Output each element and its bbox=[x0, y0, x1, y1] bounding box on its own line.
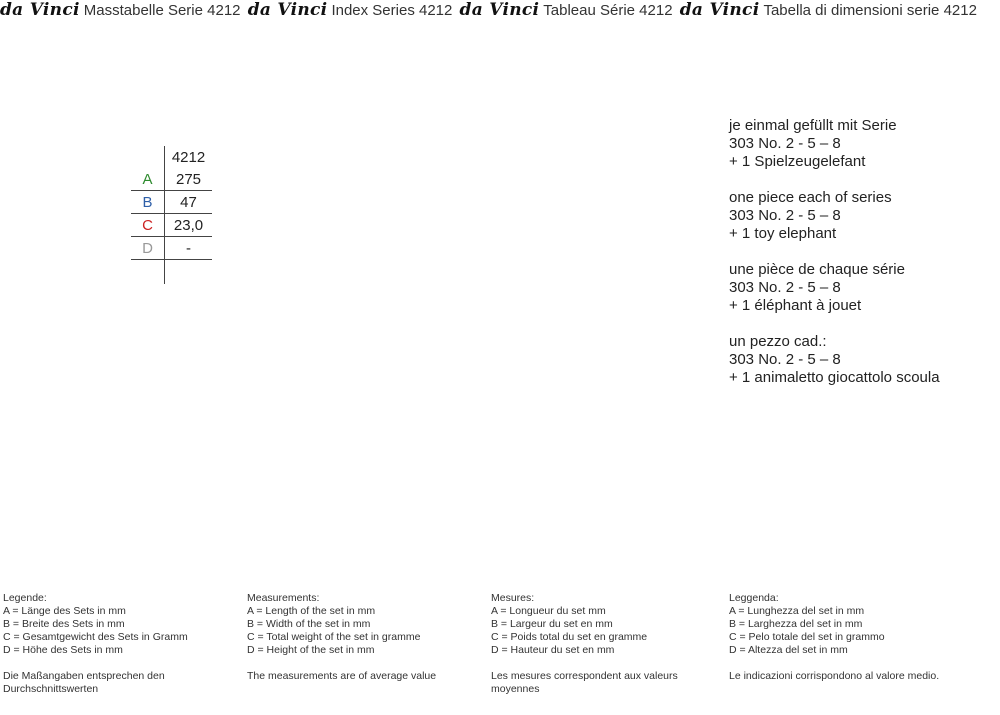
row-value-a: 275 bbox=[165, 168, 213, 191]
legend-line: A = Lunghezza del set in mm bbox=[729, 605, 865, 617]
row-key-c: C bbox=[131, 214, 165, 237]
contents-line: 303 No. 2 - 5 – 8 bbox=[729, 279, 841, 296]
table-corner-cell bbox=[131, 146, 165, 168]
header-segment-fr bbox=[460, 2, 680, 19]
row-value-c: 23,0 bbox=[165, 214, 213, 237]
contents-line: 303 No. 2 - 5 – 8 bbox=[729, 351, 841, 368]
set-contents bbox=[729, 117, 940, 405]
contents-line: 303 No. 2 - 5 – 8 bbox=[729, 207, 841, 224]
legend-note bbox=[247, 670, 436, 683]
row-value-d: - bbox=[165, 237, 213, 260]
row-key-a: A bbox=[131, 168, 165, 191]
legend-en bbox=[247, 592, 436, 683]
legend-note-line: Durchschnittswerten bbox=[3, 683, 99, 695]
legend-note-line: Die Maßangaben entsprechen den bbox=[3, 670, 165, 682]
legend-note bbox=[491, 670, 678, 696]
legend-heading: Measurements: bbox=[247, 592, 320, 604]
brand-logo: da Vinci bbox=[247, 0, 328, 20]
table-row bbox=[131, 191, 212, 214]
contents-line: un pezzo cad.: bbox=[729, 333, 827, 350]
legend-line: C = Gesamtgewicht des Sets in Gramm bbox=[3, 631, 188, 643]
contents-line: one piece each of series bbox=[729, 189, 892, 206]
row-key-b: B bbox=[131, 191, 165, 214]
contents-line: 303 No. 2 - 5 – 8 bbox=[729, 135, 841, 152]
contents-block-de bbox=[729, 117, 940, 171]
table-column-header: 4212 bbox=[171, 148, 206, 166]
header-title-fr: Tableau Série 4212 bbox=[543, 2, 673, 19]
table-row bbox=[131, 214, 212, 237]
contents-line: + 1 animaletto giocattolo scoula bbox=[729, 369, 940, 386]
table-header-row bbox=[131, 146, 212, 168]
table-row-empty bbox=[131, 260, 212, 285]
legend-line: B = Breite des Sets in mm bbox=[3, 618, 125, 630]
row-key-d: D bbox=[131, 237, 165, 260]
contents-line: + 1 éléphant à jouet bbox=[729, 297, 862, 314]
header-segment-de bbox=[0, 2, 248, 19]
legend-heading: Mesures: bbox=[491, 592, 535, 604]
row-value-b: 47 bbox=[165, 191, 213, 214]
legend-line: C = Total weight of the set in gramme bbox=[247, 631, 421, 643]
header-segment-it bbox=[680, 2, 980, 19]
contents-line: je einmal gefüllt mit Serie bbox=[729, 117, 897, 134]
header-title-de: Masstabelle Serie 4212 bbox=[83, 2, 241, 19]
legend-line: B = Largeur du set en mm bbox=[491, 618, 613, 630]
legend-fr bbox=[491, 592, 678, 696]
header-segment-en bbox=[248, 2, 460, 19]
legend-it bbox=[729, 592, 939, 683]
empty-value-cell bbox=[165, 260, 213, 285]
header-title-en: Index Series 4212 bbox=[331, 2, 453, 19]
legend-heading: Legende: bbox=[3, 592, 47, 604]
header-title-it: Tabella di dimensioni serie 4212 bbox=[763, 2, 977, 19]
legend-note-line: The measurements are of average value bbox=[247, 670, 437, 682]
legend-note-line: moyennes bbox=[491, 683, 540, 695]
legend-line: B = Width of the set in mm bbox=[247, 618, 371, 630]
legend-heading: Leggenda: bbox=[729, 592, 779, 604]
contents-block-it bbox=[729, 333, 940, 387]
legend-line: C = Poids total du set en gramme bbox=[491, 631, 648, 643]
legend-line: A = Länge des Sets in mm bbox=[3, 605, 126, 617]
brand-logo: da Vinci bbox=[679, 0, 760, 20]
legend-note-line: Le indicazioni corrispondono al valore medio. bbox=[729, 670, 940, 682]
dimension-table bbox=[131, 146, 212, 284]
contents-line: + 1 Spielzeugelefant bbox=[729, 153, 866, 170]
brand-logo: da Vinci bbox=[0, 0, 80, 20]
legend-line: D = Altezza del set in mm bbox=[729, 644, 848, 656]
brand-logo: da Vinci bbox=[459, 0, 540, 20]
contents-line: une pièce de chaque série bbox=[729, 261, 905, 278]
page-header bbox=[0, 0, 1000, 24]
legend-line: C = Pelo totale del set in grammo bbox=[729, 631, 885, 643]
legend-line: A = Longueur du set mm bbox=[491, 605, 606, 617]
legend-de bbox=[3, 592, 188, 696]
table-row bbox=[131, 168, 212, 191]
legend-note-line: Les mesures correspondent aux valeurs bbox=[491, 670, 678, 682]
legend-line: D = Höhe des Sets in mm bbox=[3, 644, 123, 656]
legend-line: B = Larghezza del set in mm bbox=[729, 618, 863, 630]
contents-line: + 1 toy elephant bbox=[729, 225, 837, 242]
legend-line: A = Length of the set in mm bbox=[247, 605, 376, 617]
legend-note bbox=[3, 670, 188, 696]
empty-key-cell bbox=[131, 260, 165, 285]
contents-block-fr bbox=[729, 261, 940, 315]
legend-line: D = Height of the set in mm bbox=[247, 644, 375, 656]
legend-note bbox=[729, 670, 939, 683]
contents-block-en bbox=[729, 189, 940, 243]
table-row bbox=[131, 237, 212, 260]
legend-line: D = Hauteur du set en mm bbox=[491, 644, 615, 656]
